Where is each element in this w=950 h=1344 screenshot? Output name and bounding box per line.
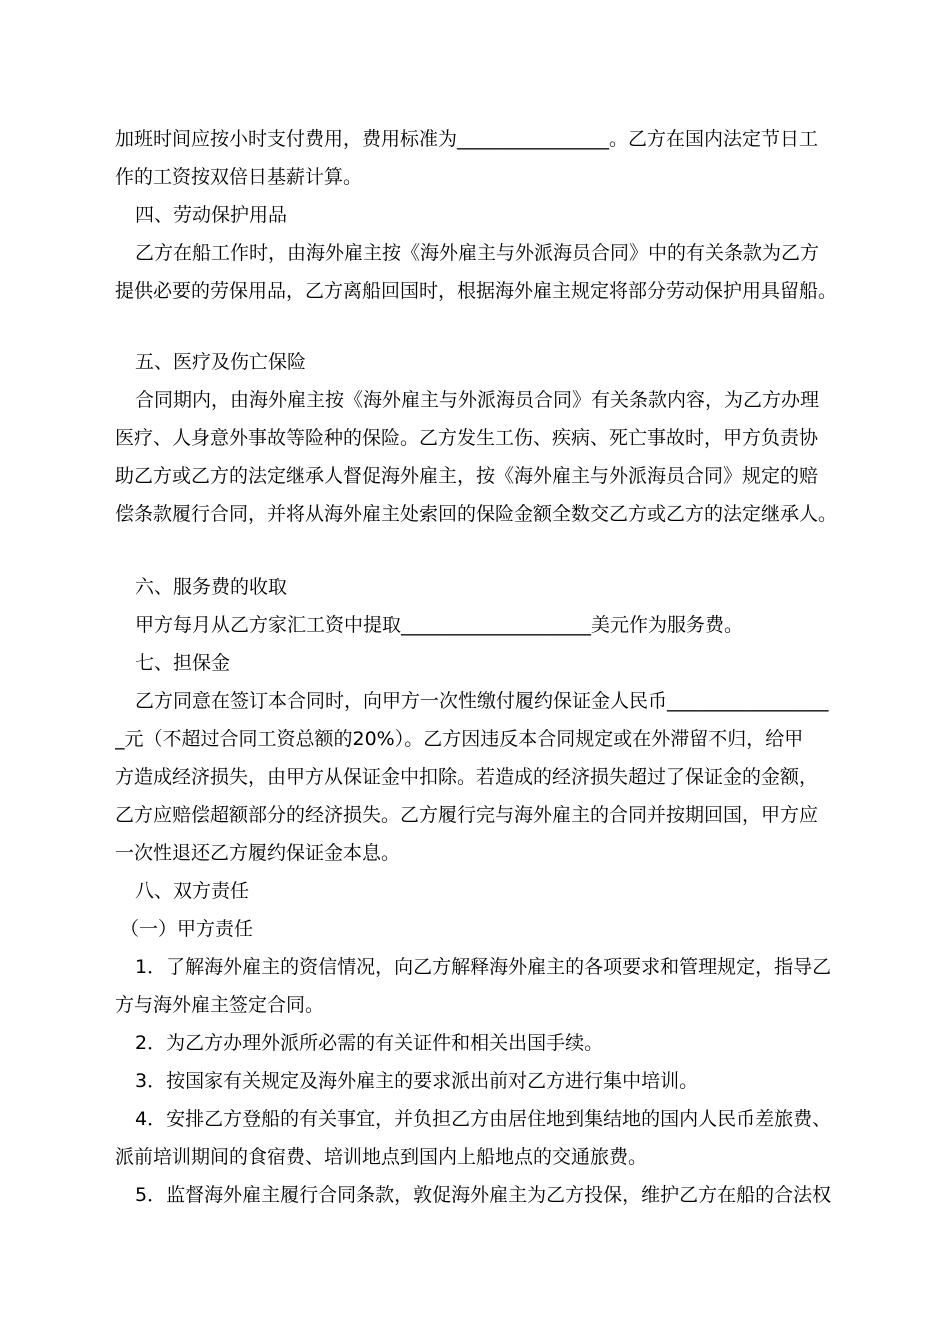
paragraph-line: 提供必要的劳保用品，乙方离船回国时，根据海外雇主规定将部分劳动保护用具留船。 <box>115 280 838 302</box>
paragraph-line: 助乙方或乙方的法定继承人督促海外雇主，按《海外雇主与外派海员合同》规定的赔 <box>115 465 819 487</box>
paragraph-line: 乙方应赔偿超额部分的经济损失。乙方履行完与海外雇主的合同并按期回国，甲方应 <box>115 804 819 826</box>
paragraph-line: 作的工资按双倍日基薪计算。 <box>115 166 363 188</box>
section-heading: 五、医疗及伤亡保险 <box>135 351 307 373</box>
list-item: 4．安排乙方登船的有关事宜，并负担乙方由居住地到集结地的国内人民币差旅费、 <box>135 1108 832 1130</box>
paragraph-line: 乙方在船工作时，由海外雇主按《海外雇主与外派海员合同》中的有关条款为乙方 <box>135 242 820 264</box>
paragraph-line: 合同期内，由海外雇主按《海外雇主与外派海员合同》有关条款内容，为乙方办理 <box>135 389 820 411</box>
paragraph-line: _元（不超过合同工资总额的20%）。乙方因违反本合同规定或在外滞留不归，给甲 <box>115 728 804 750</box>
paragraph-line: 偿条款履行合同，并将从海外雇主处索回的保险金额全数交乙方或乙方的法定继承人。 <box>115 503 838 525</box>
paragraph-line: 方与海外雇主签定合同。 <box>115 994 325 1016</box>
paragraph-line: 派前培训期间的食宿费、培训地点到国内上船地点的交通旅费。 <box>115 1146 648 1168</box>
paragraph-line: 方造成经济损失，由甲方从保证金中扣除。若造成的经济损失超过了保证金的金额， <box>115 766 819 788</box>
list-item: 1．了解海外雇主的资信情况，向乙方解释海外雇主的各项要求和管理规定，指导乙 <box>135 956 832 978</box>
list-item: 3．按国家有关规定及海外雇主的要求派出前对乙方进行集中培训。 <box>135 1070 699 1092</box>
paragraph-line: 乙方同意在签订本合同时，向甲方一次性缴付履约保证金人民币_________________ <box>135 690 829 712</box>
paragraph-line: 甲方每月从乙方家汇工资中提取____________________美元作为服务费。 <box>135 614 744 636</box>
subsection-heading: （一）甲方责任 <box>120 918 254 940</box>
paragraph-line: 一次性退还乙方履约保证金本息。 <box>115 842 401 864</box>
list-item: 5．监督海外雇主履行合同条款，敦促海外雇主为乙方投保，维护乙方在船的合法权 <box>135 1184 832 1206</box>
paragraph-line: 医疗、人身意外事故等险种的保险。乙方发生工伤、疾病、死亡事故时，甲方负责协 <box>115 427 819 449</box>
section-heading: 七、担保金 <box>135 652 231 674</box>
section-heading: 六、服务费的收取 <box>135 576 288 598</box>
section-heading: 八、双方责任 <box>135 880 250 902</box>
paragraph-line: 加班时间应按小时支付费用，费用标准为________________。乙方在国内法定节日工 <box>115 128 819 150</box>
section-heading: 四、劳动保护用品 <box>135 204 288 226</box>
list-item: 2．为乙方办理外派所必需的有关证件和相关出国手续。 <box>135 1032 604 1054</box>
